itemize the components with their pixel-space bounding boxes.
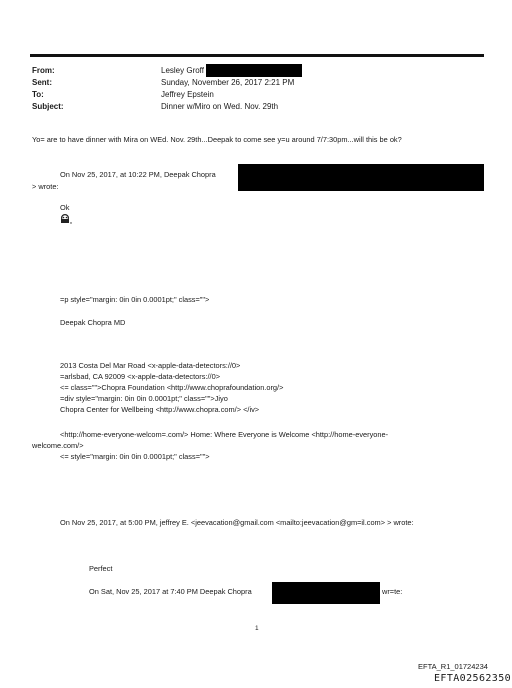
address-line-4: =div style="margin: 0in 0in 0.0001pt;" class="">Jiyo bbox=[60, 394, 228, 403]
address-line-2: =arlsbad, CA 92009 <x-apple-data-detectors://0> bbox=[60, 372, 221, 381]
quote1-line2: > wrote: bbox=[32, 182, 59, 191]
subject-value: Dinner w/Miro on Wed. Nov. 29th bbox=[161, 102, 279, 111]
quote1-line1: On Nov 25, 2017, at 10:22 PM, Deepak Chopra bbox=[60, 170, 216, 179]
quote3-end: wr=te: bbox=[382, 587, 403, 596]
from-value: Lesley Groff bbox=[161, 66, 204, 75]
bates-number-2: EFTA02562350 bbox=[434, 673, 512, 684]
perfect-text: Perfect bbox=[89, 564, 113, 573]
link-line-2: welcome.com/> bbox=[32, 441, 84, 450]
address-line-1: 2013 Costa Del Mar Road <x-apple-data-detectors://0> bbox=[60, 361, 241, 370]
bates-number-1: EFTA_R1_01724234 bbox=[418, 662, 488, 671]
subject-label: Subject: bbox=[32, 102, 64, 111]
redaction-quote3 bbox=[272, 582, 380, 604]
ok-text: Ok bbox=[60, 203, 70, 212]
link-line-3: <= style="margin: 0in 0in 0.0001pt;" class=""> bbox=[60, 452, 210, 461]
signature-name: Deepak Chopra MD bbox=[60, 318, 126, 327]
link-line-1: <http://home-everyone-welcom=.com/> Home: Where Everyone is Welcome <http://home-everyone- bbox=[60, 430, 389, 439]
intro-text: Yo= are to have dinner with Mira on WEd. Nov. 29th...Deepak to come see y=u around 7/7:30pm...will this be ok? bbox=[32, 135, 402, 144]
css-fragment-1: =p style="margin: 0in 0in 0.0001pt;" class=""> bbox=[60, 295, 210, 304]
redaction-quote1 bbox=[238, 164, 484, 191]
from-label: From: bbox=[32, 66, 55, 75]
sent-value: Sunday, November 26, 2017 2:21 PM bbox=[161, 78, 295, 87]
header-rule bbox=[30, 54, 484, 57]
to-label: To: bbox=[32, 90, 44, 99]
quote3-start: On Sat, Nov 25, 2017 at 7:40 PM Deepak Chopra bbox=[89, 587, 252, 596]
address-line-3: <= class="">Chopra Foundation <http://www.choprafoundation.org/> bbox=[60, 383, 284, 392]
to-value: Jeffrey Epstein bbox=[161, 90, 214, 99]
inline-image-icon bbox=[59, 213, 73, 225]
redaction-from bbox=[206, 64, 302, 77]
page-number: 1 bbox=[255, 625, 259, 632]
sent-label: Sent: bbox=[32, 78, 52, 87]
address-line-5: Chopra Center for Wellbeing <http://www.chopra.com/> </iv> bbox=[60, 405, 260, 414]
quote2-line: On Nov 25, 2017, at 5:00 PM, jeffrey E. <jeevacation@gmail.com <mailto:jeevacation@gm=il.com> > wrote: bbox=[60, 518, 414, 527]
